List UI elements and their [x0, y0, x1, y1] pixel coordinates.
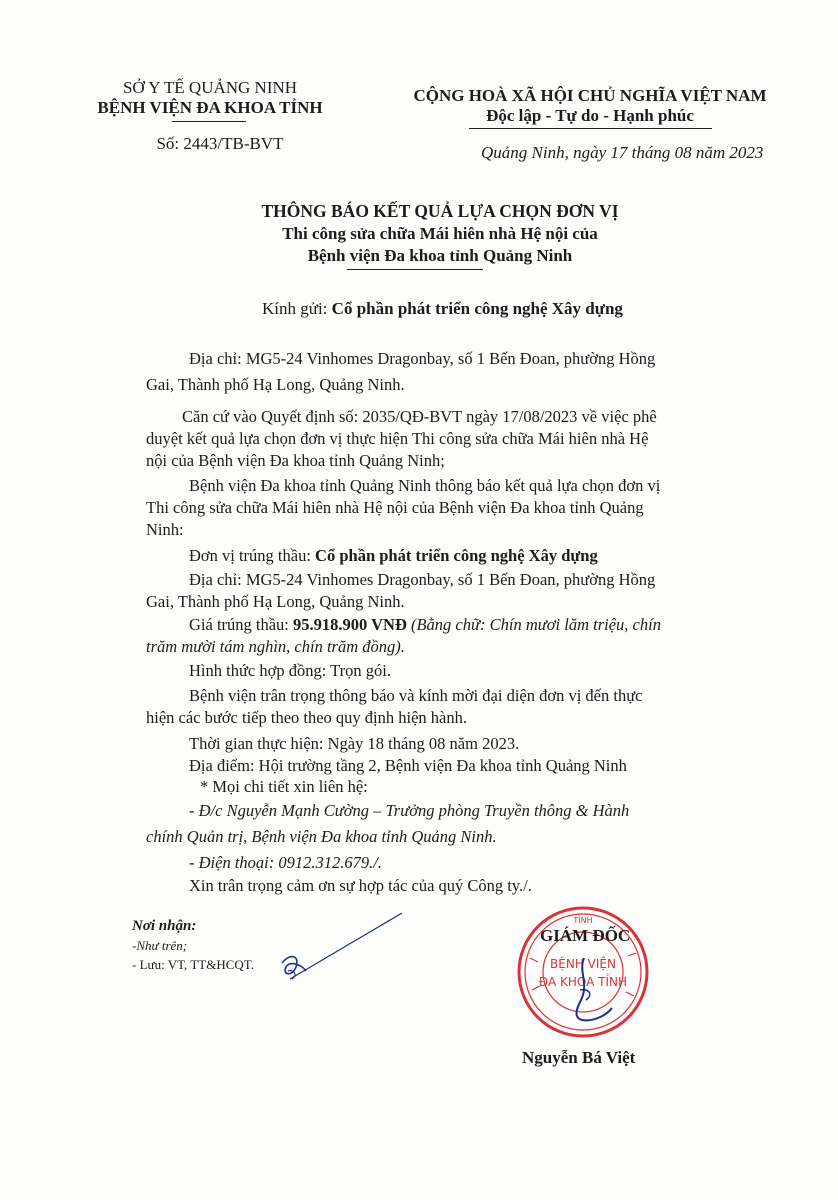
recipient-name: Cổ phần phát triển công nghệ Xây dựng: [331, 299, 623, 318]
winner-label: Đơn vị trúng thầu:: [189, 546, 316, 565]
execution-location: Địa điểm: Hội trường tầng 2, Bệnh viện Đa khoa tỉnh Quảng Ninh: [189, 756, 627, 775]
address-1-line-1: Địa chỉ: MG5-24 Vinhomes Dragonbay, số 1 Bến Đoan, phường Hồng: [189, 349, 656, 368]
invite-line-2: hiện các bước tiếp theo theo quy định hiện hành.: [146, 708, 467, 727]
basis-line-2: duyệt kết quả lựa chọn đơn vị thực hiện Thi công sửa chữa Mái hiên nhà Hệ: [146, 429, 649, 448]
price-label: Giá trúng thầu:: [189, 615, 294, 634]
signer-name: Nguyễn Bá Việt: [522, 1048, 636, 1067]
recipient-prefix: Kính gửi:: [262, 299, 332, 318]
motto: Độc lập - Tự do - Hạnh phúc: [486, 106, 694, 125]
basis-line-3: nội của Bệnh viện Đa khoa tỉnh Quảng Ninh;: [146, 451, 445, 470]
price-line: [189, 615, 661, 635]
recipient-item-2: - Lưu: VT, TT&HCQT.: [132, 957, 254, 972]
seal-line-1: BỆNH VIỆN: [550, 957, 616, 971]
thanks-line: Xin trân trọng cảm ơn sự hợp tác của quý Công ty./.: [189, 876, 532, 895]
seal-top-text: TỈNH: [573, 916, 593, 925]
place-date: Quảng Ninh, ngày 17 tháng 08 năm 2023: [481, 143, 764, 162]
notice-line-1: Bệnh viện Đa khoa tỉnh Quảng Ninh thông báo kết quả lựa chọn đơn vị: [189, 476, 661, 495]
dept-name: SỞ Y TẾ QUẢNG NINH: [122, 78, 298, 97]
seal-line-2: ĐA KHOA TỈNH: [538, 975, 628, 989]
invite-line-1: Bệnh viện trân trọng thông báo và kính mời đại diện đơn vị đến thực: [189, 686, 643, 705]
hospital-underline: [172, 121, 246, 122]
contact-phone: - Điện thoại: 0912.312.679./.: [189, 853, 382, 872]
nation-title: CỘNG HOÀ XÃ HỘI CHỦ NGHĨA VIỆT NAM: [413, 86, 767, 105]
notice-title: THÔNG BÁO KẾT QUẢ LỰA CHỌN ĐƠN VỊ: [261, 201, 619, 221]
notice-line-2: Thi công sửa chữa Mái hiên nhà Hệ nội của Bệnh viện Đa khoa tỉnh Quảng: [146, 498, 644, 517]
address-2-line-2: Gai, Thành phố Hạ Long, Quảng Ninh.: [146, 592, 405, 611]
price-words-2: trăm mười tám nghìn, chín trăm đồng).: [146, 637, 405, 656]
winner-name: Cổ phần phát triển công nghệ Xây dựng: [315, 546, 598, 565]
notice-subtitle-2: Bệnh viện Đa khoa tỉnh Quảng Ninh: [307, 246, 573, 265]
contact-heading: * Mọi chi tiết xin liên hệ:: [200, 777, 368, 796]
price-words-1: (Bằng chữ: Chín mươi lăm triệu, chín: [406, 615, 661, 634]
contract-type: Hình thức hợp đồng: Trọn gói.: [189, 661, 391, 680]
price-value: 95.918.900 VNĐ: [293, 615, 407, 634]
notice-line-3: Ninh:: [146, 520, 184, 539]
notice-subtitle-1: Thi công sửa chữa Mái hiên nhà Hệ nội của: [282, 224, 598, 243]
motto-underline: [469, 128, 712, 129]
address-1-line-2: Gai, Thành phố Hạ Long, Quảng Ninh.: [146, 375, 405, 394]
title-underline: [347, 269, 483, 270]
recipients-title: Nơi nhận:: [132, 918, 197, 934]
execution-time: Thời gian thực hiện: Ngày 18 tháng 08 năm 2023.: [189, 734, 520, 753]
contact-line-2: chính Quản trị, Bệnh viện Đa khoa tỉnh Quảng Ninh.: [146, 827, 497, 846]
address-2-line-1: Địa chỉ: MG5-24 Vinhomes Dragonbay, số 1 Bến Đoan, phường Hồng: [189, 570, 656, 589]
recipient-item-1: -Như trên;: [132, 938, 188, 953]
basis-line-1: Căn cứ vào Quyết định số: 2035/QĐ-BVT ngày 17/08/2023 về việc phê: [182, 407, 657, 426]
winner-line: [189, 546, 598, 566]
contact-line-1: - Đ/c Nguyễn Mạnh Cường – Trưởng phòng Truyền thông & Hành: [189, 801, 630, 820]
initials-signature-icon: [270, 905, 410, 990]
recipient-line: [262, 299, 623, 319]
document-number: Số: 2443/TB-BVT: [156, 134, 284, 153]
director-signature-icon: [566, 950, 626, 1030]
hospital-name: BỆNH VIỆN ĐA KHOA TỈNH: [97, 98, 323, 117]
director-title: GIÁM ĐỐC: [540, 926, 631, 945]
